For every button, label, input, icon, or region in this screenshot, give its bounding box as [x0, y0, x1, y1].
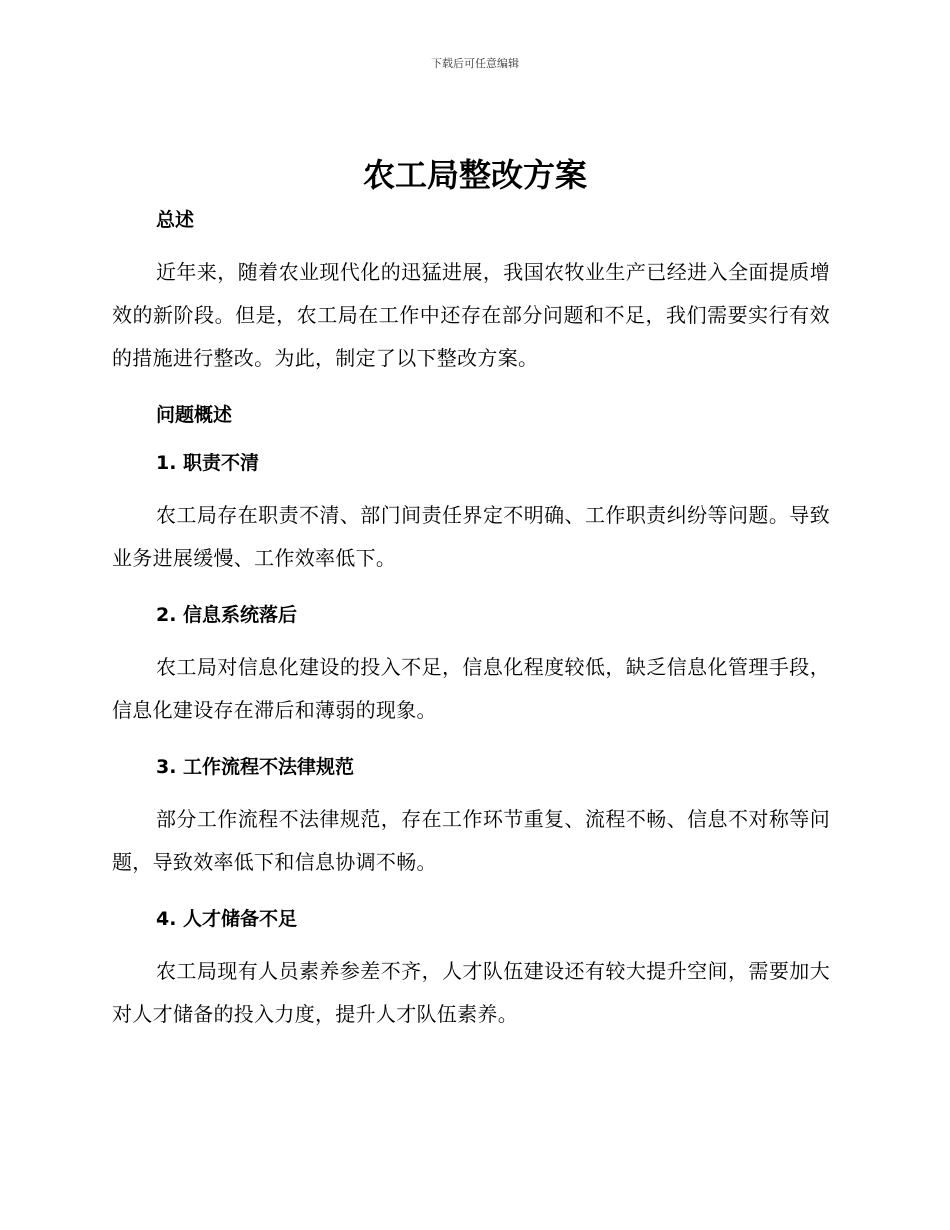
- item-paragraph-4: 农工局现有人员素养参差不齐，人才队伍建设还有较大提升空间，需要加大对人才储备的投入力度，提升人才队伍素养。: [112, 959, 830, 1026]
- header-note: 下载后可任意编辑: [431, 57, 519, 70]
- document-body: [112, 205, 830, 1036]
- item-paragraph-2: 农工局对信息化建设的投入不足，信息化程度较低，缺乏信息化管理手段，信息化建设存在滞后和薄弱的现象。: [112, 655, 830, 722]
- item-heading-3: 3. 工作流程不法律规范: [156, 756, 355, 778]
- paragraph-overview: 近年来，随着农业现代化的迅猛进展，我国农牧业生产已经进入全面提质增效的新阶段。但是，农工局在工作中还存在部分问题和不足，我们需要实行有效的措施进行整改。为此，制定了以下整改方案。: [112, 260, 830, 370]
- section-heading-problems: 问题概述: [156, 404, 233, 426]
- document-title: 农工局整改方案: [362, 156, 587, 194]
- item-heading-1: 1. 职责不清: [156, 452, 260, 474]
- section-heading-overview: 总述: [156, 209, 195, 231]
- item-paragraph-3: 部分工作流程不法律规范，存在工作环节重复、流程不畅、信息不对称等问题，导致效率低下和信息协调不畅。: [112, 807, 830, 874]
- item-heading-4: 4. 人才储备不足: [156, 908, 298, 930]
- item-paragraph-1: 农工局存在职责不清、部门间责任界定不明确、工作职责纠纷等问题。导致业务进展缓慢、工作效率低下。: [112, 503, 830, 570]
- item-heading-2: 2. 信息系统落后: [156, 604, 298, 626]
